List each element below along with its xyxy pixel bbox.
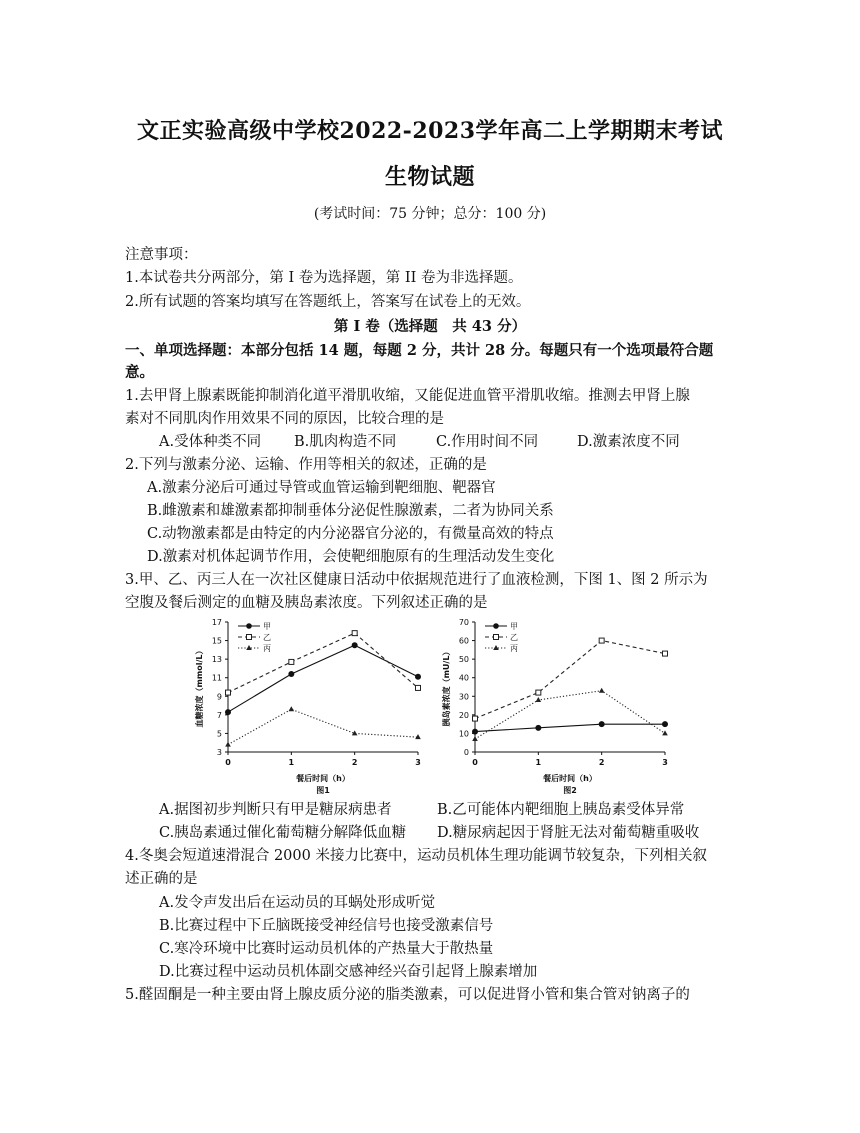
q3-stem-line1: 3.甲、乙、丙三人在一次社区健康日活动中依据规范进行了血液检测，下图 1、图 2 所示为	[125, 572, 708, 588]
q1-stem-line1: 1.去甲肾上腺素既能抑制消化道平滑肌收缩，又能促进血管平滑肌收缩。推测去甲肾上腺	[125, 388, 690, 404]
chart1-x-axis-label: 餐后时间（h）	[296, 774, 350, 783]
q2-option-b: B.雌激素和雄激素都抑制垂体分泌促性腺激素，二者为协同关系	[147, 503, 554, 519]
chart-fig2-insulin	[437, 614, 677, 794]
chart1-legend-label-2: 丙	[263, 644, 271, 653]
q3-option-b: B.乙可能体内靶细胞上胰岛素受体异常	[437, 802, 685, 818]
chart1-y-tick-label: 5	[216, 729, 222, 739]
chart1-y-axis-label: 血糖浓度（mmol/L）	[195, 646, 204, 728]
q1-option-a: A.受体种类不同	[159, 434, 262, 450]
chart-fig1-blood-glucose	[190, 614, 430, 794]
section-instructions-line1: 一、单项选择题：本部分包括 14 题，每题 2 分，共计 28 分。每题只有一个选项最符合题	[125, 342, 714, 359]
q4-option-a: A.发令声发出后在运动员的耳蜗处形成听觉	[159, 895, 436, 911]
chart2-series-0-point	[472, 729, 478, 735]
chart2-series-1-point	[473, 716, 478, 721]
chart2-y-tick-label: 40	[458, 673, 469, 683]
chart1-series-2-point	[225, 742, 231, 747]
chart2-x-tick-label: 0	[472, 758, 478, 767]
chart2-legend-label-1: 乙	[510, 633, 518, 642]
chart2-x-tick-label: 2	[598, 758, 605, 767]
q1-stem-line2: 素对不同肌肉作用效果不同的原因，比较合理的是	[125, 411, 444, 427]
chart1-series-1-point	[226, 690, 231, 695]
chart2-y-tick-label: 30	[458, 692, 469, 702]
part1-title: 第 I 卷（选择题 共 43 分）	[333, 318, 527, 335]
chart1-series-1-point	[416, 685, 421, 690]
chart2-legend-label-2: 丙	[510, 644, 518, 653]
chart2-series-2-point	[662, 730, 668, 735]
chart2-y-tick-label: 60	[458, 636, 469, 646]
q1-option-d: D.激素浓度不同	[577, 434, 680, 450]
chart1-legend-marker-0	[246, 623, 252, 629]
chart2-series-2-point	[536, 697, 542, 702]
chart2-series-1-point	[536, 690, 541, 695]
chart1-series-line-2	[228, 709, 418, 744]
section-instructions-line2: 意。	[125, 364, 154, 381]
q2-option-a: A.激素分泌后可通过导管或血管运输到靶细胞、靶器官	[147, 480, 496, 496]
chart1-series-0-point	[415, 674, 421, 680]
chart1-legend-marker-1	[247, 635, 252, 640]
q4-option-b: B.比赛过程中下丘脑既接受神经信号也接受激素信号	[159, 918, 494, 934]
chart1-series-0-point	[288, 671, 294, 677]
chart1-series-1-point	[352, 631, 357, 636]
exam-subtitle: 生物试题	[384, 164, 475, 190]
chart1-series-line-1	[228, 633, 418, 692]
q3-stem-line2: 空腹及餐后测定的血糖及胰岛素浓度。下列叙述正确的是	[125, 595, 488, 611]
chart2-series-line-0	[475, 724, 665, 731]
chart1-series-2-point	[289, 706, 295, 711]
chart2-series-1-point	[599, 638, 604, 643]
chart1-x-tick-label: 0	[225, 758, 231, 767]
chart2-x-tick-label: 3	[662, 758, 668, 767]
chart1-y-tick-label: 15	[211, 636, 222, 646]
q1-option-b: B.肌肉构造不同	[294, 434, 397, 450]
chart2-series-2-point	[599, 688, 605, 693]
q5-stem-line1: 5.醛固酮是一种主要由肾上腺皮质分泌的脂类激素，可以促进肾小管和集合管对钠离子的	[125, 987, 690, 1003]
chart2-y-axis-label: 胰岛素浓度（mU/L）	[442, 647, 451, 727]
chart1-y-tick-label: 3	[216, 748, 222, 757]
chart1-caption: 图1	[316, 786, 330, 794]
chart2-y-tick-label: 70	[458, 618, 469, 627]
q1-option-c: C.作用时间不同	[436, 434, 539, 450]
chart1-y-tick-label: 13	[211, 655, 222, 665]
chart1-y-tick-label: 9	[216, 692, 222, 702]
q2-stem: 2.下列与激素分泌、运输、作用等相关的叙述，正确的是	[125, 457, 487, 473]
chart1-legend-label-0: 甲	[263, 622, 271, 631]
chart1-y-tick-label: 7	[216, 710, 222, 720]
chart2-series-line-1	[475, 641, 665, 719]
chart2-series-1-point	[663, 651, 668, 656]
exam-info: (考试时间：75 分钟；总分：100 分)	[313, 206, 547, 222]
notes-heading: 注意事项：	[125, 247, 198, 263]
q4-option-c: C.寒冷环境中比赛时运动员机体的产热量大于散热量	[159, 941, 494, 957]
note-item-1: 1.本试卷共分两部分，第 I 卷为选择题，第 II 卷为非选择题。	[125, 270, 523, 286]
chart1-legend-label-1: 乙	[263, 633, 271, 642]
chart2-legend-label-0: 甲	[510, 622, 518, 631]
exam-title: 文正实验高级中学校2022-2023学年高二上学期期末考试	[136, 118, 724, 144]
chart1-y-tick-label: 11	[211, 673, 222, 683]
q2-option-d: D.激素对机体起调节作用，会使靶细胞原有的生理活动发生变化	[147, 549, 555, 565]
chart1-series-0-point	[352, 642, 358, 648]
chart1-x-tick-label: 1	[288, 758, 295, 767]
q3-option-c: C.胰岛素通过催化葡萄糖分解降低血糖	[159, 825, 407, 841]
chart2-series-line-2	[475, 691, 665, 739]
chart1-x-tick-label: 3	[415, 758, 421, 767]
q4-option-d: D.比赛过程中运动员机体副交感神经兴奋引起肾上腺素增加	[159, 964, 538, 980]
note-item-2: 2.所有试题的答案均填写在答题纸上，答案写在试卷上的无效。	[125, 294, 531, 310]
chart2-series-2-point	[472, 736, 478, 741]
q4-stem-line1: 4.冬奥会短道速滑混合 2000 米接力比赛中，运动员机体生理功能调节较复杂，下列相关叙	[125, 848, 707, 864]
q4-stem-line2: 述正确的是	[125, 871, 198, 887]
chart1-series-0-point	[225, 709, 231, 715]
chart2-series-0-point	[535, 725, 541, 731]
chart2-y-tick-label: 0	[463, 748, 469, 757]
chart1-y-tick-label: 17	[211, 618, 222, 627]
chart2-y-tick-label: 10	[458, 729, 469, 739]
chart2-caption: 图2	[563, 786, 577, 794]
chart2-legend-marker-0	[493, 623, 499, 629]
chart1-series-1-point	[289, 659, 294, 664]
chart2-series-0-point	[662, 721, 668, 727]
chart2-y-tick-label: 50	[458, 655, 469, 665]
chart2-x-axis-label: 餐后时间（h）	[543, 774, 597, 783]
chart2-legend-marker-1	[494, 635, 499, 640]
q3-option-a: A.据图初步判断只有甲是糖尿病患者	[159, 802, 392, 818]
chart2-x-tick-label: 1	[535, 758, 542, 767]
q3-option-d: D.糖尿病起因于肾脏无法对葡萄糖重吸收	[437, 825, 700, 841]
chart1-x-tick-label: 2	[351, 758, 358, 767]
q2-option-c: C.动物激素都是由特定的内分泌器官分泌的，有微量高效的特点	[147, 526, 554, 542]
chart2-series-0-point	[599, 721, 605, 727]
chart2-y-tick-label: 20	[458, 710, 469, 720]
